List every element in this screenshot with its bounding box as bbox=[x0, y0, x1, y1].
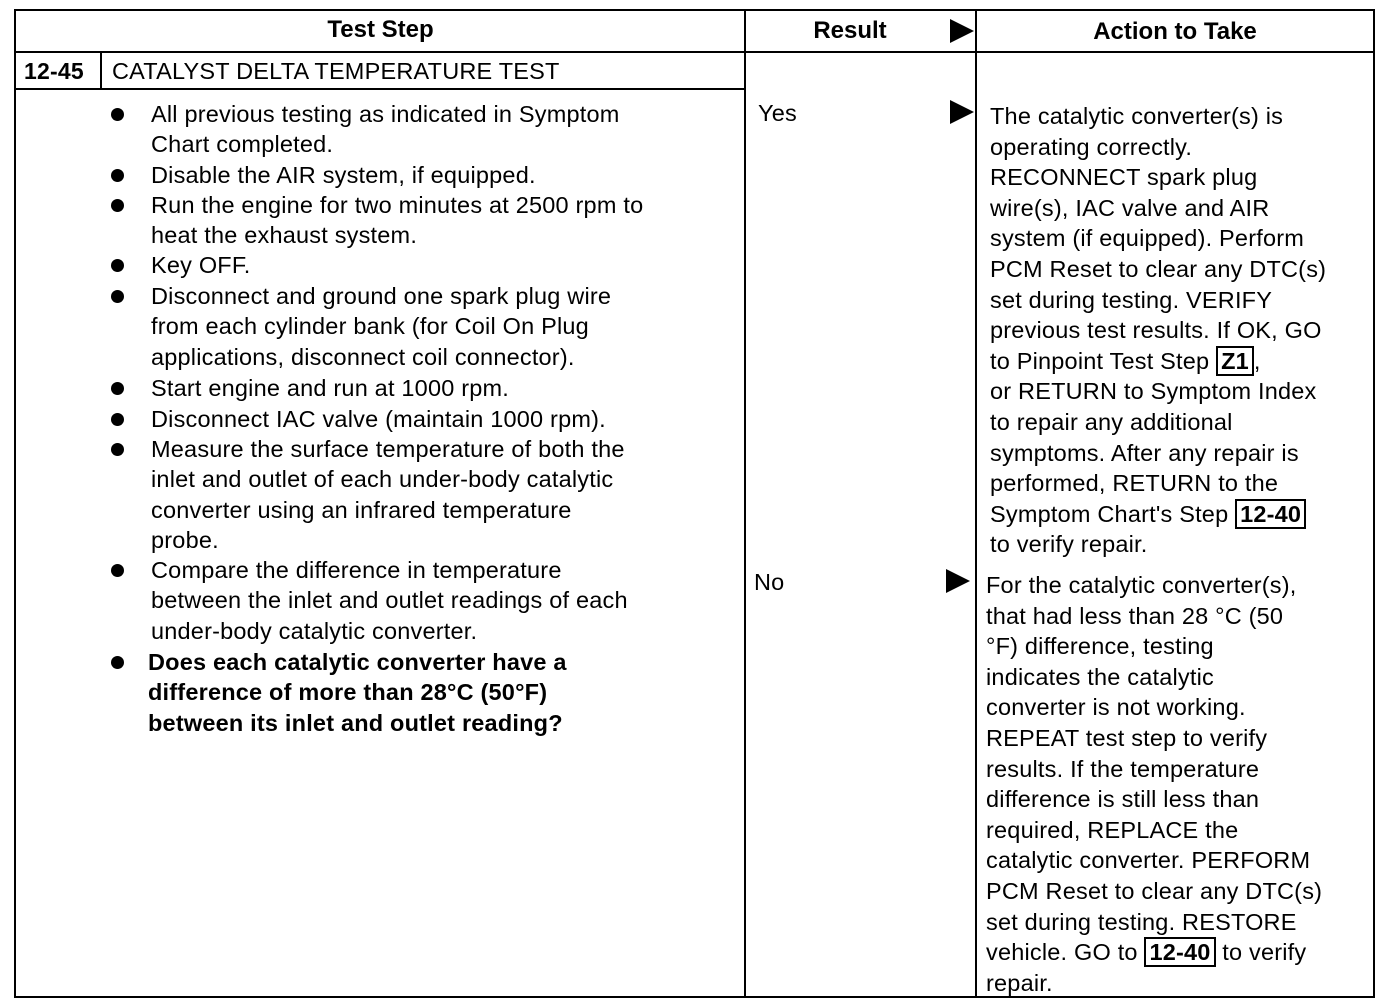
step-bullet-line: Disconnect IAC valve (maintain 1000 rpm). bbox=[151, 406, 606, 432]
step-bullet-line: between its inlet and outlet reading? bbox=[148, 709, 563, 736]
action-no-line: indicates the catalytic bbox=[986, 663, 1214, 690]
bullet-dot-icon bbox=[111, 413, 124, 426]
yes-arrow-icon bbox=[950, 100, 974, 124]
step-bullet bbox=[151, 190, 643, 251]
action-yes-line: operating correctly. bbox=[990, 133, 1193, 160]
action-yes-line: RECONNECT spark plug bbox=[990, 164, 1258, 191]
action-no-line: that had less than 28 °C (50 bbox=[986, 602, 1284, 629]
action-no-line: converter is not working. bbox=[986, 694, 1246, 721]
bullet-dot-icon bbox=[111, 290, 124, 303]
action-yes bbox=[990, 101, 1326, 560]
step-bullet-line: inlet and outlet of each under-body catalytic bbox=[151, 466, 614, 493]
bullet-dot-icon bbox=[111, 656, 124, 669]
action-no-line: vehicle. GO to bbox=[986, 939, 1145, 966]
step-bullet-line: Compare the difference in temperature bbox=[151, 557, 562, 583]
step-bullet bbox=[151, 404, 606, 434]
test-step-ref-12-40[interactable]: 12-40 bbox=[1235, 499, 1306, 529]
action-yes-line: wire(s), IAC valve and AIR bbox=[990, 194, 1270, 221]
action-no-line: difference is still less than bbox=[986, 786, 1260, 813]
action-no-line: PCM Reset to clear any DTC(s) bbox=[986, 877, 1323, 904]
bullet-dot-icon bbox=[111, 564, 124, 577]
result-yes: Yes bbox=[758, 100, 797, 126]
action-yes-line: previous test results. If OK, GO bbox=[990, 317, 1322, 344]
step-title: CATALYST DELTA TEMPERATURE TEST bbox=[112, 58, 560, 84]
test-step-ref-12-40[interactable]: 12-40 bbox=[1144, 937, 1215, 967]
result-no: No bbox=[754, 569, 785, 595]
step-bullet-line: Start engine and run at 1000 rpm. bbox=[151, 375, 510, 401]
action-no bbox=[986, 570, 1322, 998]
divider-result-action bbox=[975, 9, 977, 998]
action-yes-line: symptoms. After any repair is bbox=[990, 439, 1299, 466]
step-bullet-line: applications, disconnect coil connector). bbox=[151, 343, 575, 370]
step-bullet bbox=[151, 434, 625, 556]
step-bullet bbox=[151, 160, 536, 190]
action-yes-line: performed, RETURN to the bbox=[990, 470, 1279, 497]
header-underline-test bbox=[14, 51, 745, 53]
step-bullet bbox=[151, 555, 628, 646]
bullet-dot-icon bbox=[111, 108, 124, 121]
action-no-line: REPEAT test step to verify bbox=[986, 724, 1268, 751]
divider-test-result bbox=[744, 9, 746, 998]
step-bullet bbox=[151, 250, 251, 280]
step-bullet-line: Disconnect and ground one spark plug wire bbox=[151, 283, 612, 309]
action-yes-line: to repair any additional bbox=[990, 408, 1233, 435]
step-bullet bbox=[151, 99, 620, 160]
step-bullet-line: between the inlet and outlet readings of each bbox=[151, 587, 628, 614]
bullet-dot-icon bbox=[111, 382, 124, 395]
step-bullet-line: converter using an infrared temperature bbox=[151, 496, 572, 523]
action-no-line: °F) difference, testing bbox=[986, 633, 1214, 660]
action-yes-line: The catalytic converter(s) is bbox=[990, 103, 1284, 129]
step-bullet-line: from each cylinder bank (for Coil On Plug bbox=[151, 313, 589, 340]
border-top bbox=[14, 9, 1375, 11]
step-bullet-line: probe. bbox=[151, 527, 219, 554]
action-no-line: For the catalytic converter(s), bbox=[986, 572, 1297, 598]
step-bullet-line: Measure the surface temperature of both the bbox=[151, 436, 625, 462]
action-no-line: set during testing. RESTORE bbox=[986, 908, 1297, 935]
header-test-step: Test Step bbox=[327, 16, 434, 43]
border-right bbox=[1373, 9, 1375, 998]
step-bullet-line: All previous testing as indicated in Symptom bbox=[151, 101, 620, 127]
step-bullet-line: difference of more than 28°C (50°F) bbox=[148, 679, 548, 706]
step-bullet-line: Chart completed. bbox=[151, 131, 334, 158]
bullet-dot-icon bbox=[111, 259, 124, 272]
step-bullet bbox=[151, 281, 611, 372]
step-bullet-line: Does each catalytic converter have a bbox=[148, 649, 567, 675]
action-yes-line: Symptom Chart's Step bbox=[990, 500, 1236, 527]
step-bullet-line: heat the exhaust system. bbox=[151, 222, 418, 249]
action-no-line: results. If the temperature bbox=[986, 755, 1260, 782]
header-action: Action to Take bbox=[1093, 18, 1257, 45]
no-arrow-icon bbox=[946, 569, 970, 593]
header-result: Result bbox=[813, 17, 887, 44]
bullet-dot-icon bbox=[111, 443, 124, 456]
action-no-line: required, REPLACE the bbox=[986, 816, 1239, 843]
bullet-dot-icon bbox=[111, 199, 124, 212]
ref-suffix: to verify bbox=[1215, 939, 1307, 966]
ref-suffix: , bbox=[1253, 347, 1261, 374]
action-no-line: repair. bbox=[986, 969, 1053, 996]
action-yes-line: to Pinpoint Test Step bbox=[990, 347, 1217, 374]
step-number-divider bbox=[100, 51, 102, 89]
action-yes-line: PCM Reset to clear any DTC(s) bbox=[990, 255, 1327, 282]
bullet-dot-icon bbox=[111, 169, 124, 182]
header-underline-right bbox=[744, 51, 1375, 53]
step-number: 12-45 bbox=[24, 58, 84, 84]
action-yes-line: to verify repair. bbox=[990, 531, 1148, 558]
step-bullet-line: Run the engine for two minutes at 2500 rpm to bbox=[151, 192, 644, 218]
step-bullet-line: Disable the AIR system, if equipped. bbox=[151, 162, 536, 188]
step-bullet bbox=[151, 373, 509, 403]
action-yes-line: or RETURN to Symptom Index bbox=[990, 378, 1317, 405]
action-yes-line: set during testing. VERIFY bbox=[990, 286, 1273, 313]
step-bullet-line: Key OFF. bbox=[151, 252, 251, 278]
step-bullet-line: under-body catalytic converter. bbox=[151, 617, 478, 644]
action-yes-line: system (if equipped). Perform bbox=[990, 225, 1305, 252]
action-no-line: catalytic converter. PERFORM bbox=[986, 847, 1311, 874]
step-title-underline bbox=[14, 88, 745, 90]
step-bullet bbox=[148, 647, 567, 738]
test-step-ref-z1[interactable]: Z1 bbox=[1216, 346, 1254, 376]
header-arrow-icon bbox=[950, 19, 974, 43]
border-left bbox=[14, 9, 16, 998]
